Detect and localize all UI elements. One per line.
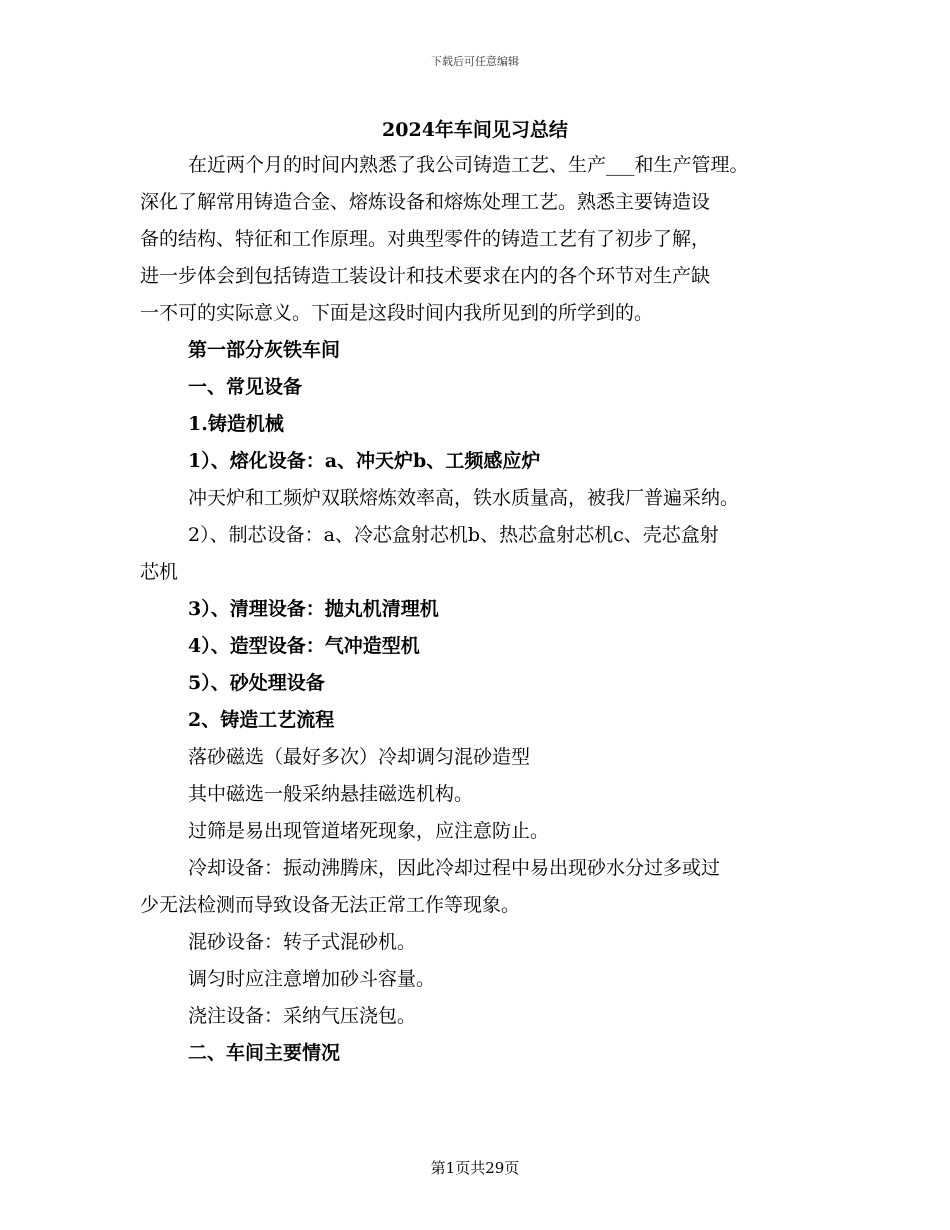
item-heading: 3）、清理设备：抛丸机清理机 xyxy=(188,598,439,620)
paragraph-line: 2）、制芯设备：a、冷芯盒射芯机b、热芯盒射芯机c、壳芯盒射 xyxy=(188,524,719,546)
subsection-heading: 2、铸造工艺流程 xyxy=(188,709,335,731)
paragraph-line: 在近两个月的时间内熟悉了我公司铸造工艺、生产___和生产管理。 xyxy=(188,154,749,176)
paragraph-line: 深化了解常用铸造合金、熔炼设备和熔炼处理工艺。熟悉主要铸造设 xyxy=(140,191,711,213)
page-footer: 第1页共29页 xyxy=(430,1159,520,1177)
subsection-heading: 1.铸造机械 xyxy=(188,413,284,435)
paragraph-line: 混砂设备：转子式混砂机。 xyxy=(188,931,417,953)
item-heading: 4）、造型设备：气冲造型机 xyxy=(188,635,420,657)
item-heading: 5）、砂处理设备 xyxy=(188,672,325,694)
document-body xyxy=(140,147,810,1072)
subsection-heading: 一、常见设备 xyxy=(188,376,303,398)
paragraph-line: 浇注设备：采纳气压浇包。 xyxy=(188,1005,417,1027)
page-header: 下载后可任意编辑 xyxy=(431,55,519,68)
paragraph-line: 落砂磁选（最好多次）冷却调匀混砂造型 xyxy=(188,746,531,768)
section-heading: 第一部分灰铁车间 xyxy=(188,339,341,361)
document-title: 2024年车间见习总结 xyxy=(382,119,568,141)
paragraph-line: 进一步体会到包括铸造工装设计和技术要求在内的各个环节对生产缺 xyxy=(140,265,711,287)
paragraph-line: 过筛是易出现管道堵死现象，应注意防止。 xyxy=(188,820,550,842)
paragraph-line: 一不可的实际意义。下面是这段时间内我所见到的所学到的。 xyxy=(140,302,654,324)
subsection-heading: 二、车间主要情况 xyxy=(188,1042,341,1064)
paragraph-line: 芯机 xyxy=(140,561,179,583)
paragraph-line: 冲天炉和工频炉双联熔炼效率高，铁水质量高，被我厂普遍采纳。 xyxy=(188,487,740,509)
paragraph-line: 调匀时应注意增加砂斗容量。 xyxy=(188,968,436,990)
paragraph-line: 冷却设备：振动沸腾床，因此冷却过程中易出现砂水分过多或过 xyxy=(188,857,721,879)
paragraph-line: 少无法检测而导致设备无法正常工作等现象。 xyxy=(140,894,521,916)
paragraph-line: 其中磁选一般采纳悬挂磁选机构。 xyxy=(188,783,474,805)
paragraph-line: 备的结构、特征和工作原理。对典型零件的铸造工艺有了初步了解， xyxy=(140,228,711,250)
item-heading: 1）、熔化设备：a、冲天炉b、工频感应炉 xyxy=(188,450,541,472)
